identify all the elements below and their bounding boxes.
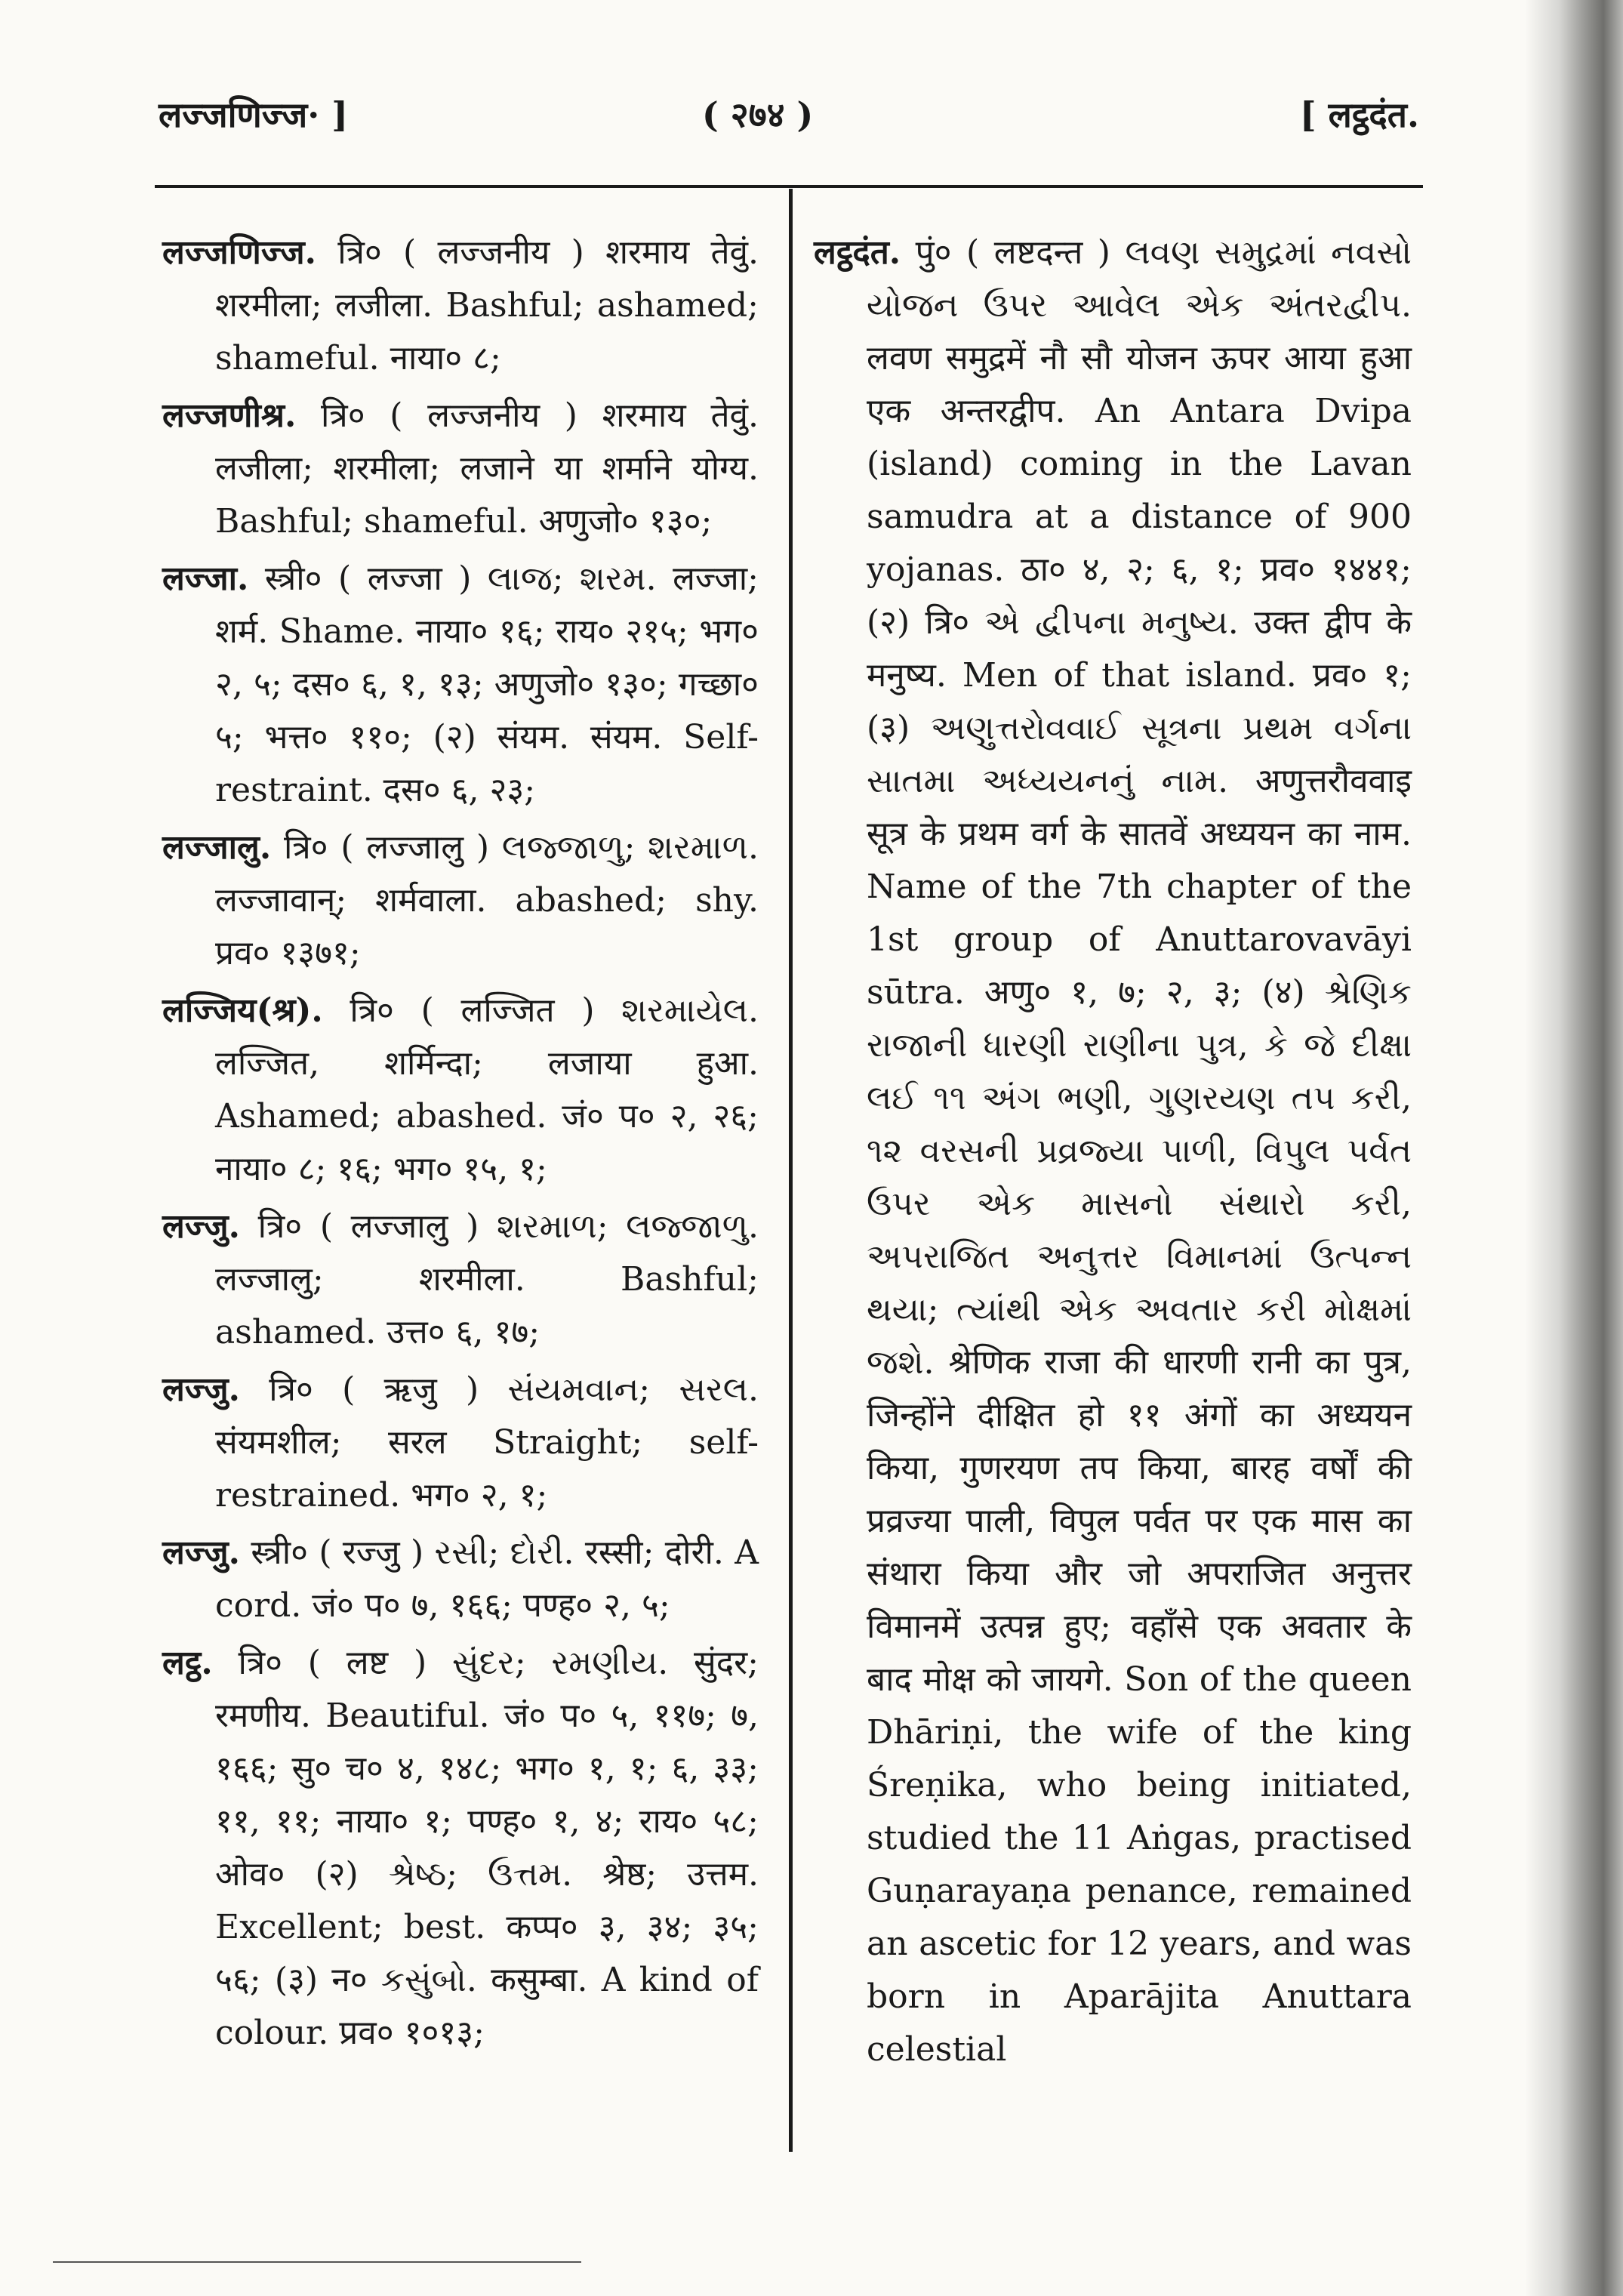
dictionary-entry: [162, 1200, 759, 1359]
entry-headword: लज्जु.: [162, 1207, 240, 1246]
header-last-word: [ लट्ठदंत.: [1299, 94, 1419, 135]
entry-headword: लज्जा.: [162, 559, 249, 598]
entry-headword: लज्जु.: [162, 1370, 240, 1409]
dictionary-entry: [162, 553, 759, 817]
entry-body: त्रि० ( लज्जनीय ) शरमाय तेवुं. शरमीला; लजीला. Bashful; ashamed; shameful. नाया० ८;: [215, 233, 759, 378]
entry-headword: लज्जणीश्र.: [162, 396, 297, 435]
entry-headword: लट्ठ.: [162, 1644, 213, 1682]
entry-body: त्रि० ( ऋजु ) સંયમવાન; સરલ. संयमशील; सरल Straight; self-restrained. भग० २, १;: [215, 1370, 759, 1515]
dictionary-entry: [814, 227, 1412, 2076]
footer-rule: [53, 2261, 581, 2263]
right-column: [814, 227, 1412, 2081]
dictionary-entry: [162, 1364, 759, 1522]
column-divider: [789, 189, 793, 2152]
entry-body: त्रि० ( लज्जित ) શરમાયેલ. लज्जित, शर्मिन्दा; लजाया हुआ. Ashamed; abashed. जं० प० २, २६; नाया० ८; १६; भग० १५, १;: [215, 991, 759, 1188]
entry-headword: लज्जालु.: [162, 828, 272, 867]
entry-headword: लज्जु.: [162, 1533, 240, 1572]
scan-edge-shadow: [1525, 0, 1623, 2296]
entry-headword: लट्ठदंत.: [814, 233, 901, 272]
entry-body: पुं० ( लष्टदन्त ) લવણ સમુદ્રમાં નવસો યોજન ઉપર આવેલ એક અંતરદ્વીપ. लवण समुद्रमें नौ सौ योजन ऊपर आया हुआ एक अन्तरद्वीप. An Antara Dvipa (island) coming in the Lavan samudra at a distance of 900 yojanas. ठा० ४, २; ६, १; प्रव० १४४१; (२) त्रि० એ દ્વીપના મનુષ્ય. उक्त द्वीप के मनुष्य. Men of that island. प्रव० १; (३) અણુત્તરોવવાઈ સૂત્રના પ્રથમ વર્ગના સાતમા અધ્યયનનું નામ. अणुत्तरौववाइ सूत्र के प्रथम वर्ग के सातवें अध्ययन का नाम. Name of the 7th chapter of the 1st group of Anuttarovavāyi sūtra. अणु० १, ७; २, ३; (४) શ્રેણિક રાજાની ધારણી રાણીના પુત્ર, કે જે દીક્ષા લઈ ૧૧ અંગ ભણી, ગુણરયણ તપ કરી, ૧૨ વરસની પ્રવ્રજ્યા પાળી, વિપુલ પર્વત ઉપર એક માસનો સંથારો કરી, અપરાજિત અનુત્તર વિમાનમાં ઉત્પન્ન થયા; ત્યાંથી એક અવતાર કરી મોક્ષમાં જશે. श्रेणिक राजा की धारणी रानी का पुत्र, जिन्होंने दीक्षित हो ११ अंगों का अध्ययन किया, गुणरयण तप किया, बारह वर्षों की प्रव्रज्या पाली, विपुल पर्वत पर एक मास का संथारा किया और जो अपराजित अनुत्तर विमानमें उत्पन्न हुए; वहाँसे एक अवतार के बाद मोक्ष को जायगे. Son of the queen Dhāriṇi, the wife of the king Śreṇika, who being initiated, studied the 11 Aṅgas, practised Guṇarayaṇa penance, remained an ascetic for 12 years, and was born in Aparājita Anuttara celestial: [867, 233, 1412, 2069]
entry-body: स्त्री० ( लज्जा ) લાજ; શરમ. लज्जा; शर्म. Shame. नाया० १६; राय० २१५; भग० २, ५; दस० ६, १, १३; अणुजो० १३०; गच्छा० ५; भत्त० ११०; (२) संयम. संयम. Self-restraint. दस० ६, २३;: [215, 559, 759, 809]
entry-headword: लज्जणिज्ज.: [162, 233, 316, 272]
left-column: [162, 227, 759, 2064]
header-first-word: लज्जणिज्ज· ]: [159, 94, 349, 135]
page-number: ( २७४ ): [702, 94, 814, 135]
dictionary-entry: [162, 227, 759, 385]
entry-body: स्त्री० ( रज्जु ) રસી; દોરી. रस्सी; दोरी. A cord. जं० प० ७, १६६; पण्ह० २, ५;: [215, 1533, 759, 1625]
entry-headword: लज्जिय(श्र).: [162, 991, 323, 1030]
dictionary-entry: [162, 1637, 759, 2060]
header-rule: [155, 185, 1423, 188]
page-header: [159, 91, 1419, 151]
entry-body: त्रि० ( लष्ट ) સુંદર; રમણીય. सुंदर; रमणीय. Beautiful. जं० प० ५, ११७; ७, १६६; सु० च० ४, १४८; भग० १, १; ६, ३३; ११, ११; नाया० १; पण्ह० १, ४; राय० ५८; ओव० (२) શ્રેષ્ઠ; ઉત્તમ. श्रेष्ठ; उत्तम. Excellent; best. कप्प० ३, ३४; ३५; ५६; (३) न० કસુંબો. कसुम्बा. A kind of colour. प्रव० १०१३;: [215, 1644, 759, 2052]
entry-body: त्रि० ( लज्जालु ) લજ્જાળુ; શરમાળ. लज्जावान्; शर्मवाला. abashed; shy. प्रव० १३७१;: [215, 828, 759, 972]
entry-body: त्रि० ( लज्जनीय ) शरमाय तेवुं. लजीला; शरमीला; लजाने या शर्माने योग्य. Bashful; shameful. अणुजो० १३०;: [215, 396, 759, 541]
dictionary-entry: [162, 390, 759, 548]
dictionary-entry: [162, 985, 759, 1196]
dictionary-entry: [162, 821, 759, 980]
dictionary-entry: [162, 1527, 759, 1632]
entry-body: त्रि० ( लज्जालु ) શરમાળ; લજ્જાળુ. लज्जालु; शरमीला. Bashful; ashamed. उत्त० ६, १७;: [215, 1207, 759, 1351]
